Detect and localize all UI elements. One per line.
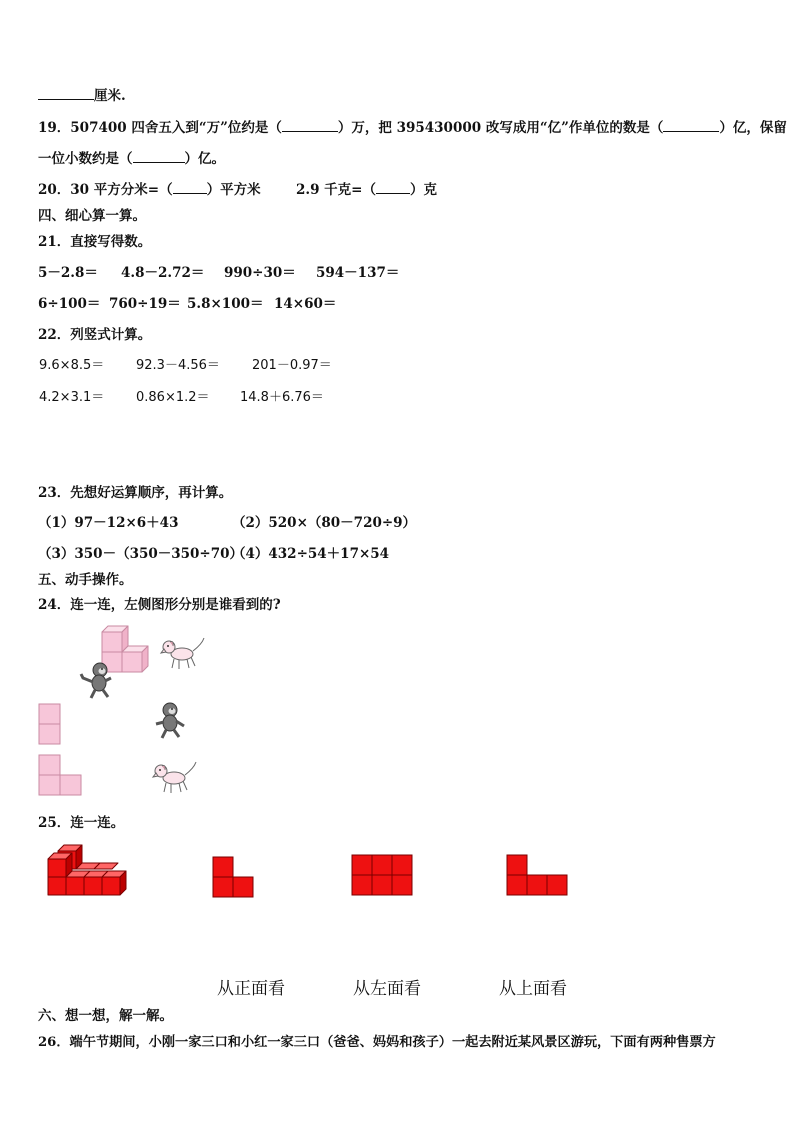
monkey-icon	[150, 700, 190, 740]
question-23-title: 23．先想好运算顺序，再计算。	[38, 485, 233, 501]
q22-item: 9.6×8.5＝	[39, 358, 105, 373]
q23-item: （3）350－（350－350÷70）	[38, 546, 244, 562]
q20-text-2: ）平方米	[206, 182, 261, 198]
section-5-heading: 五、动手操作。	[38, 572, 133, 588]
question-20	[38, 178, 437, 198]
q19-text-3: ）亿，保留	[719, 120, 787, 136]
section-6-heading: 六、想一想，解一解。	[38, 1008, 173, 1024]
answer-blank[interactable]	[663, 119, 719, 132]
pink-view-vertical	[38, 703, 62, 747]
red-view-grid	[351, 854, 413, 896]
q23-item: （4）432÷54＋17×54	[232, 546, 390, 562]
q20-text-3: 2.9 千克=（	[296, 182, 376, 198]
label-top-view: 从上面看	[499, 979, 567, 999]
question-19-line2	[38, 147, 225, 167]
q18-tail	[38, 84, 126, 104]
q23-item: （1）97－12×6＋43	[38, 515, 179, 531]
question-21-title: 21．直接写得数。	[38, 234, 152, 250]
q21-item: 6÷100＝	[38, 296, 101, 312]
q18-unit: 厘米.	[94, 88, 126, 104]
q21-item: 5.8×100＝	[187, 296, 264, 312]
section-4-heading: 四、细心算一算。	[38, 208, 146, 224]
dog-icon	[160, 636, 208, 672]
question-26: 26．端午节期间，小刚一家三口和小红一家三口（爸爸、妈妈和孩子）一起去附近某风景区游玩，下面有两种售票方	[38, 1035, 716, 1050]
red-view-l-shape	[212, 856, 256, 898]
answer-blank[interactable]	[282, 119, 338, 132]
label-front-view: 从正面看	[217, 979, 285, 999]
q21-item: 760÷19＝	[109, 296, 181, 312]
q22-item: 0.86×1.2＝	[136, 390, 210, 405]
q22-item: 4.2×3.1＝	[39, 390, 105, 405]
q20-text-4: ）克	[410, 182, 437, 198]
q22-item: 14.8＋6.76＝	[240, 390, 324, 405]
q21-item: 990÷30＝	[224, 265, 296, 281]
pink-view-l-shape	[38, 754, 84, 798]
q19-text-4: 一位小数约是（	[38, 151, 133, 167]
dog-icon	[152, 760, 200, 796]
q21-item: 5－2.8＝	[38, 265, 98, 281]
monkey-icon	[78, 660, 118, 700]
answer-blank[interactable]	[376, 181, 410, 194]
question-19-line1	[38, 116, 787, 136]
question-24-title: 24．连一连，左侧图形分别是谁看到的?	[38, 597, 281, 613]
q22-item: 92.3－4.56＝	[136, 358, 220, 373]
q22-item: 201－0.97＝	[252, 358, 332, 373]
answer-blank[interactable]	[173, 181, 207, 194]
q19-text-2: ）万，把 395430000 改写成用“亿”作单位的数是（	[337, 120, 664, 136]
q20-text-1: 20．30 平方分米=（	[38, 182, 173, 198]
q23-item: （2）520×（80－720÷9）	[232, 515, 417, 531]
q19-text-5: ）亿。	[184, 151, 225, 167]
q21-item: 4.8－2.72＝	[121, 265, 205, 281]
answer-blank[interactable]	[38, 87, 94, 100]
q19-text-1: 19．507400 四舍五入到“万”位约是（	[38, 120, 282, 136]
question-25-title: 25．连一连。	[38, 815, 125, 831]
q21-item: 14×60＝	[274, 296, 337, 312]
red-cube-stack	[44, 843, 128, 905]
answer-blank[interactable]	[133, 150, 185, 163]
red-view-long-l	[506, 854, 570, 896]
question-22-title: 22．列竖式计算。	[38, 327, 152, 343]
label-left-view: 从左面看	[353, 979, 421, 999]
q21-item: 594－137＝	[316, 265, 400, 281]
